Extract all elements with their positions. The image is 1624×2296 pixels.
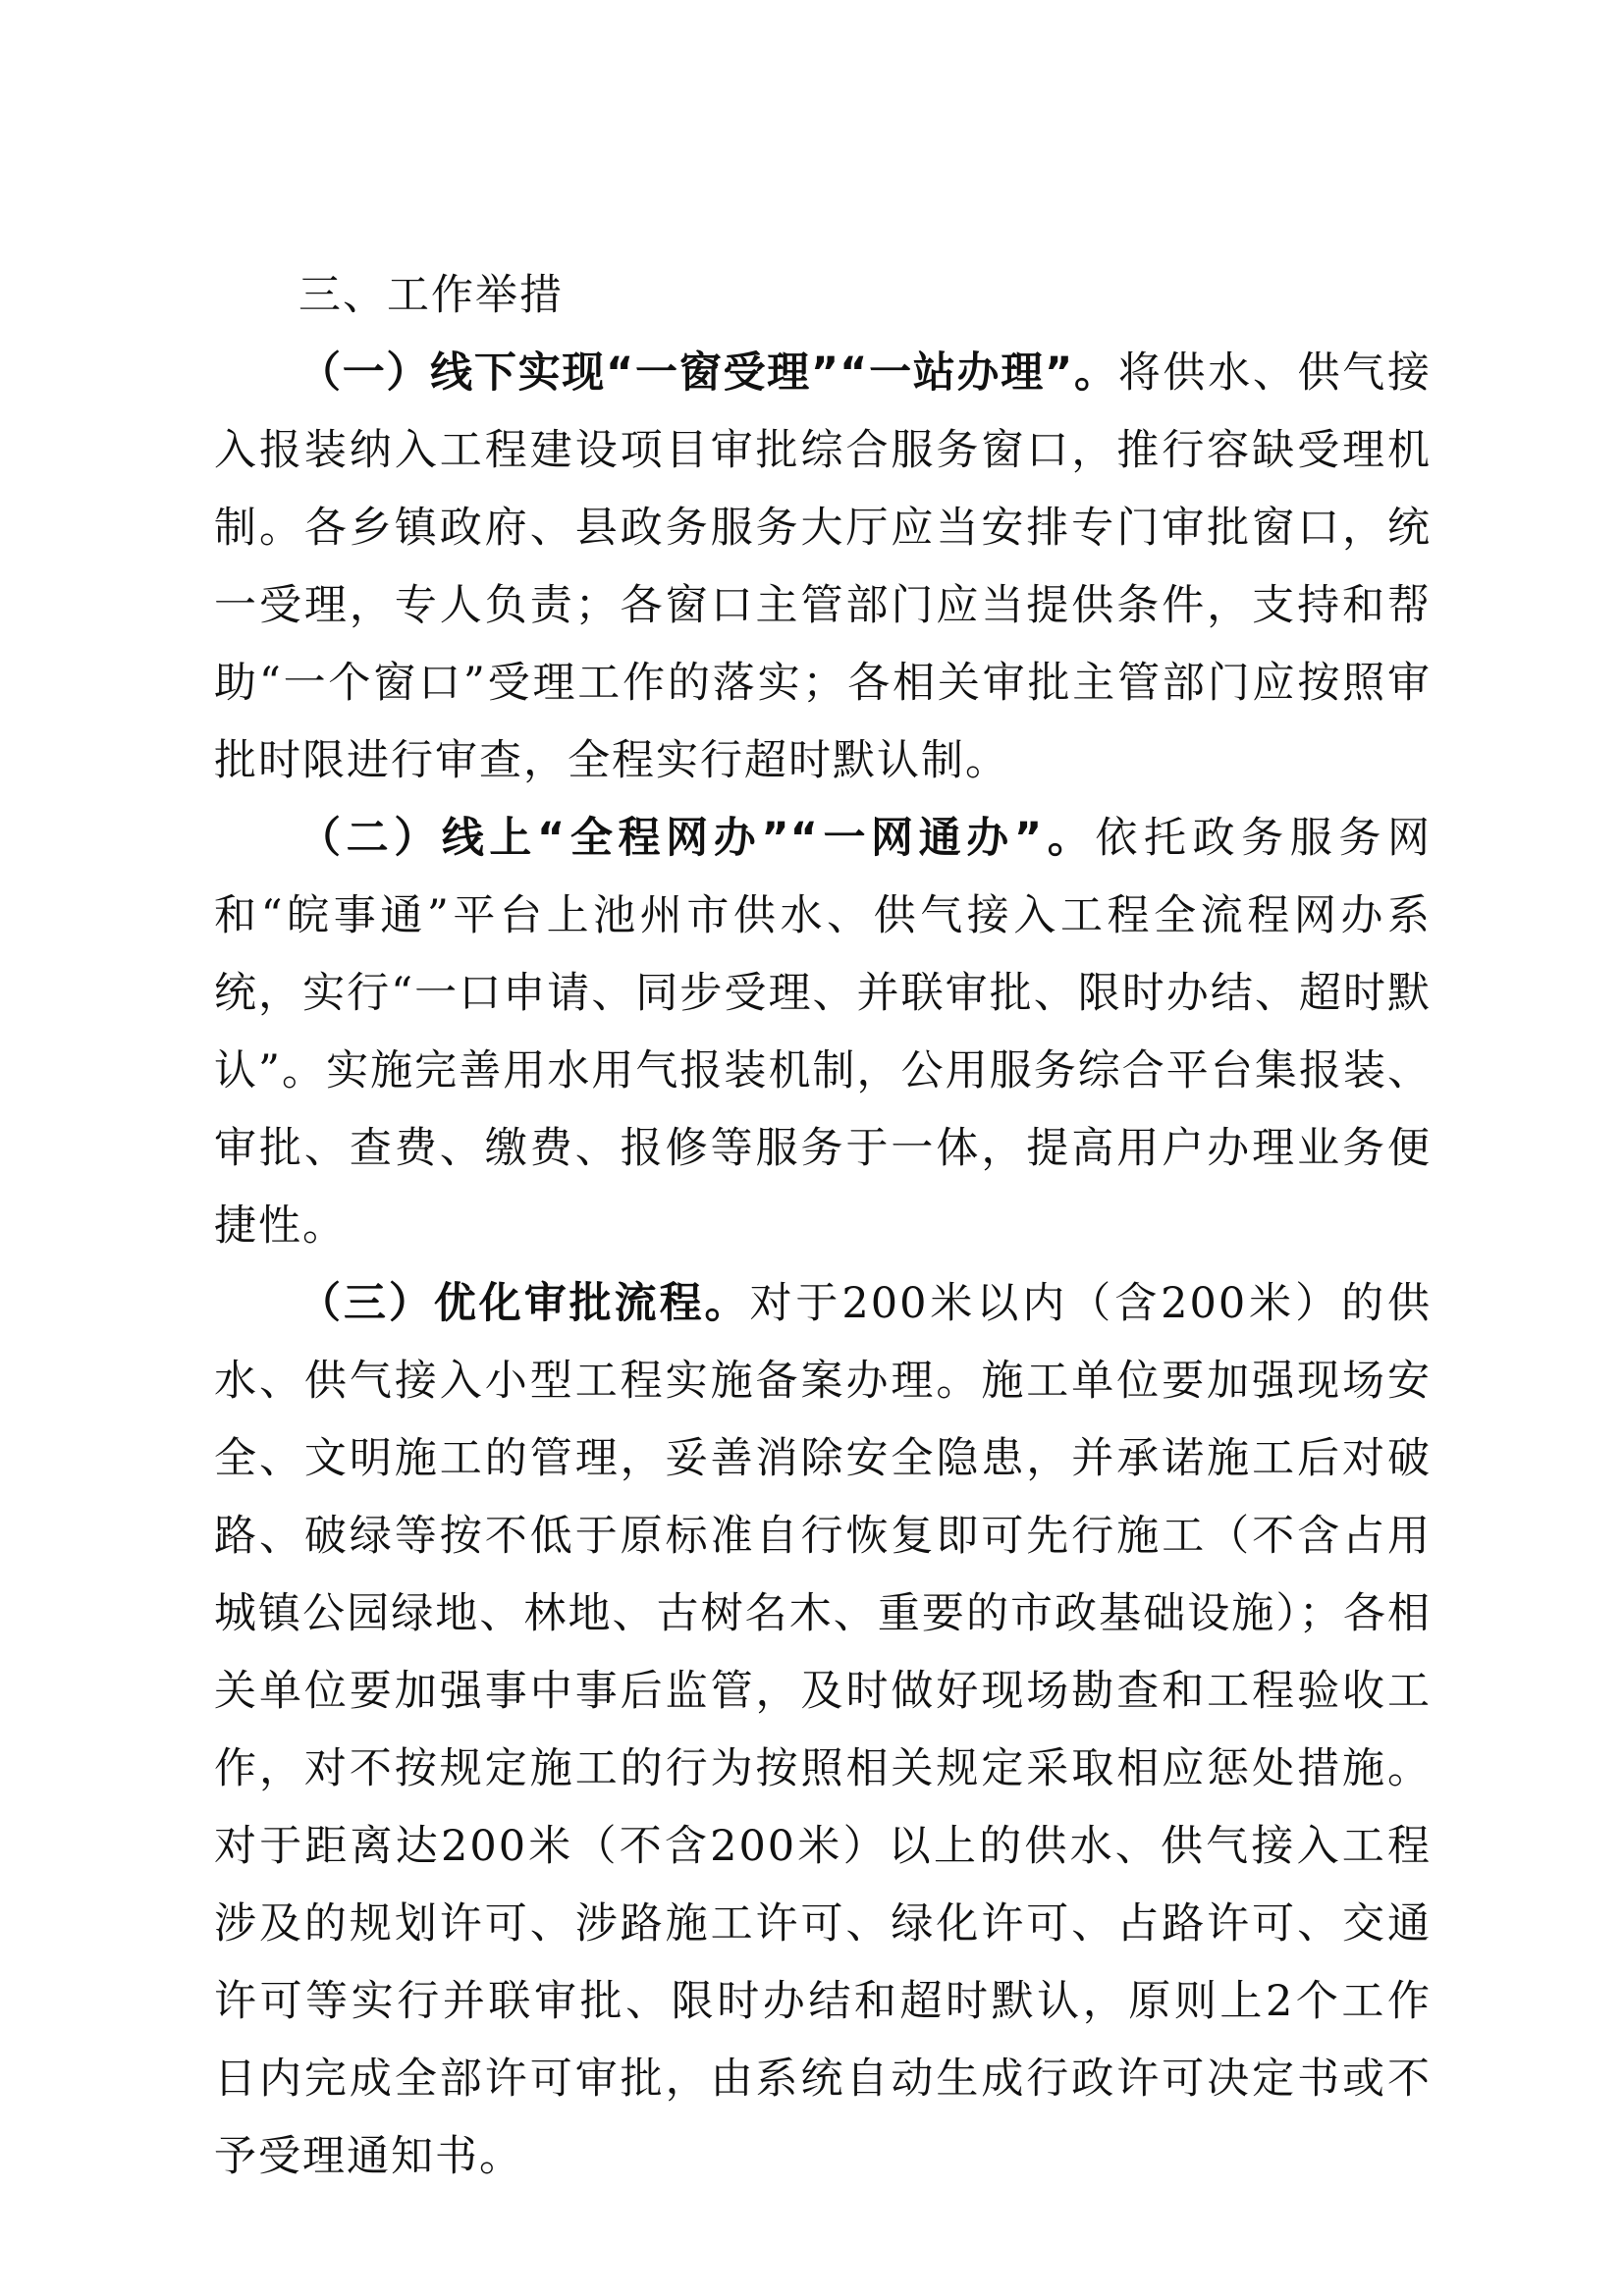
paragraph-offline-body: 将供水、供气接入报装纳入工程建设项目审批综合服务窗口，推行容缺受理机制。各乡镇政府、县政务服务大厅应当安排专门审批窗口，统一受理，专人负责；各窗口主管部门应当提供条件，支持和帮助“一个窗口”受理工作的落实；各相关审批主管部门应按照审批时限进行审查，全程实行超时默认制。 (214, 348, 1432, 785)
document-body (214, 257, 1432, 2196)
paragraph-offline (214, 335, 1432, 800)
section-heading: 三、工作举措 (298, 271, 564, 320)
paragraph-online-lead: （二）线上“全程网办”“一网通办”。 (298, 814, 1096, 863)
paragraph-approval-lead: （三）优化审批流程。 (298, 1279, 750, 1328)
paragraph-offline-lead: （一）线下实现“一窗受理”“一站办理”。 (298, 348, 1118, 398)
paragraph-online-body: 依托政务服务网和“皖事通”平台上池州市供水、供气接入工程全流程网办系统，实行“一口申请、同步受理、并联审批、限时办结、超时默认”。实施完善用水用气报装机制，公用服务综合平台集报装、审批、查费、缴费、报修等服务于一体，提高用户办理业务便捷性。 (214, 814, 1432, 1251)
paragraph-approval-body: 对于200米以内（含200米）的供水、供气接入小型工程实施备案办理。施工单位要加强现场安全、文明施工的管理，妥善消除安全隐患，并承诺施工后对破路、破绿等按不低于原标准自行恢复即可先行施工（不含占用城镇公园绿地、林地、古树名木、重要的市政基础设施）；各相关单位要加强事中事后监管，及时做好现场勘查和工程验收工作，对不按规定施工的行为按照相关规定采取相应惩处措施。对于距离达200米（不含200米）以上的供水、供气接入工程涉及的规划许可、涉路施工许可、绿化许可、占路许可、交通许可等实行并联审批、限时办结和超时默认，原则上2个工作日内完成全部许可审批，由系统自动生成行政许可决定书或不予受理通知书。 (214, 1279, 1433, 2181)
paragraph-approval (214, 1265, 1432, 2196)
paragraph-online (214, 800, 1432, 1265)
